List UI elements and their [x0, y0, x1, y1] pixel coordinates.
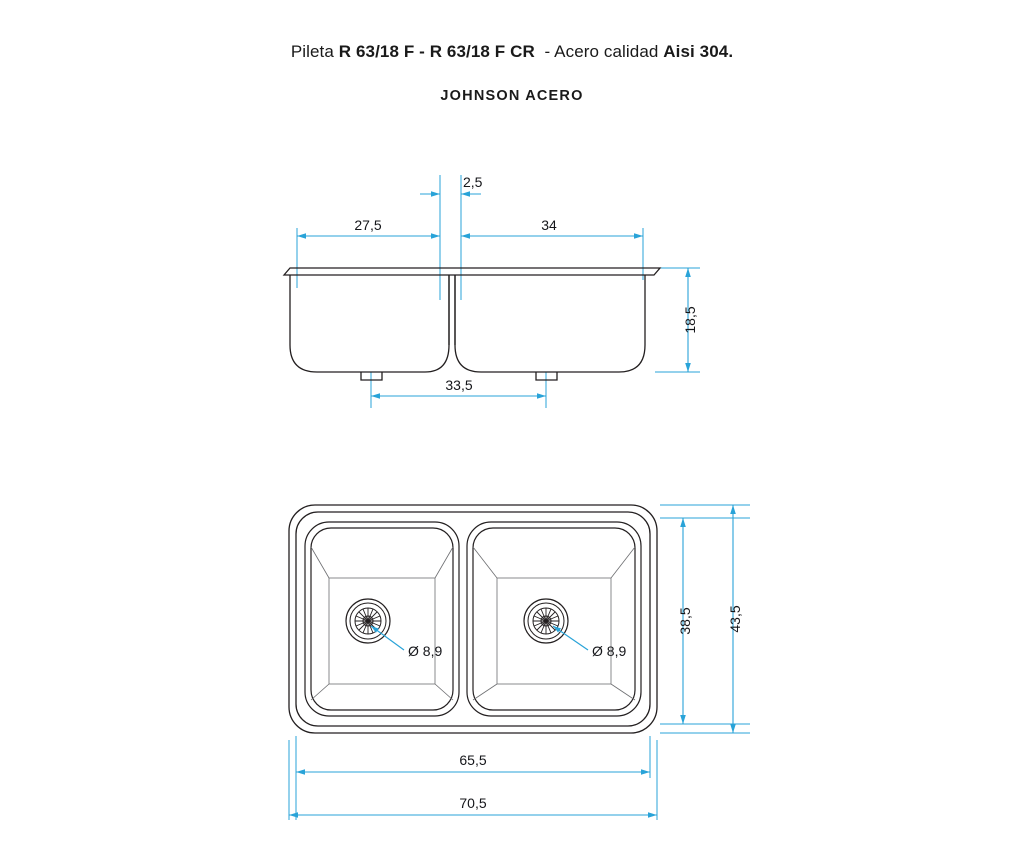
top-plan-view: [289, 505, 750, 820]
right-drain-icon: [524, 599, 568, 643]
dim-70-5-label: 70,5: [459, 795, 487, 811]
drain-left-label: Ø 8,9: [408, 643, 443, 659]
dim-43-5-label: 43,5: [727, 605, 743, 633]
dim-18-5-label: 18,5: [682, 306, 698, 334]
dim-65-5: [296, 752, 650, 772]
dim-43-5: [727, 505, 743, 733]
dim-27-5: [297, 217, 440, 236]
title-prefix: Pileta: [290, 42, 339, 61]
front-extension-lines: [297, 175, 700, 408]
title-model: R 63/18 F - R 63/18 F CR: [338, 42, 535, 61]
right-drain-leader: [553, 626, 626, 659]
dim-33-5-label: 33,5: [445, 377, 473, 393]
drain-right-label: Ø 8,9: [592, 643, 627, 659]
title-middle: - Acero calidad: [534, 42, 664, 61]
dim-33-5: [371, 377, 546, 396]
dim-27-5-label: 27,5: [354, 217, 382, 233]
dim-34: [461, 217, 643, 236]
dim-65-5-label: 65,5: [459, 752, 487, 768]
dim-34-label: 34: [541, 217, 557, 233]
dim-70-5: [289, 795, 657, 815]
front-elevation-view: [284, 174, 700, 408]
dim-2-5: [420, 174, 483, 194]
plan-extension-lines: [289, 505, 750, 820]
plan-right-bowl: [467, 522, 641, 716]
title-steel-grade: Aisi 304.: [663, 42, 734, 61]
brand-label: JOHNSON ACERO: [440, 88, 584, 104]
front-sink-outline: [284, 268, 660, 380]
left-drain-leader: [371, 626, 442, 659]
dim-2-5-label: 2,5: [463, 174, 483, 190]
dim-38-5-label: 38,5: [677, 607, 693, 635]
plan-left-bowl: [305, 522, 459, 716]
dim-38-5: [677, 518, 693, 724]
dim-18-5: [682, 268, 698, 372]
left-drain-icon: [346, 599, 390, 643]
